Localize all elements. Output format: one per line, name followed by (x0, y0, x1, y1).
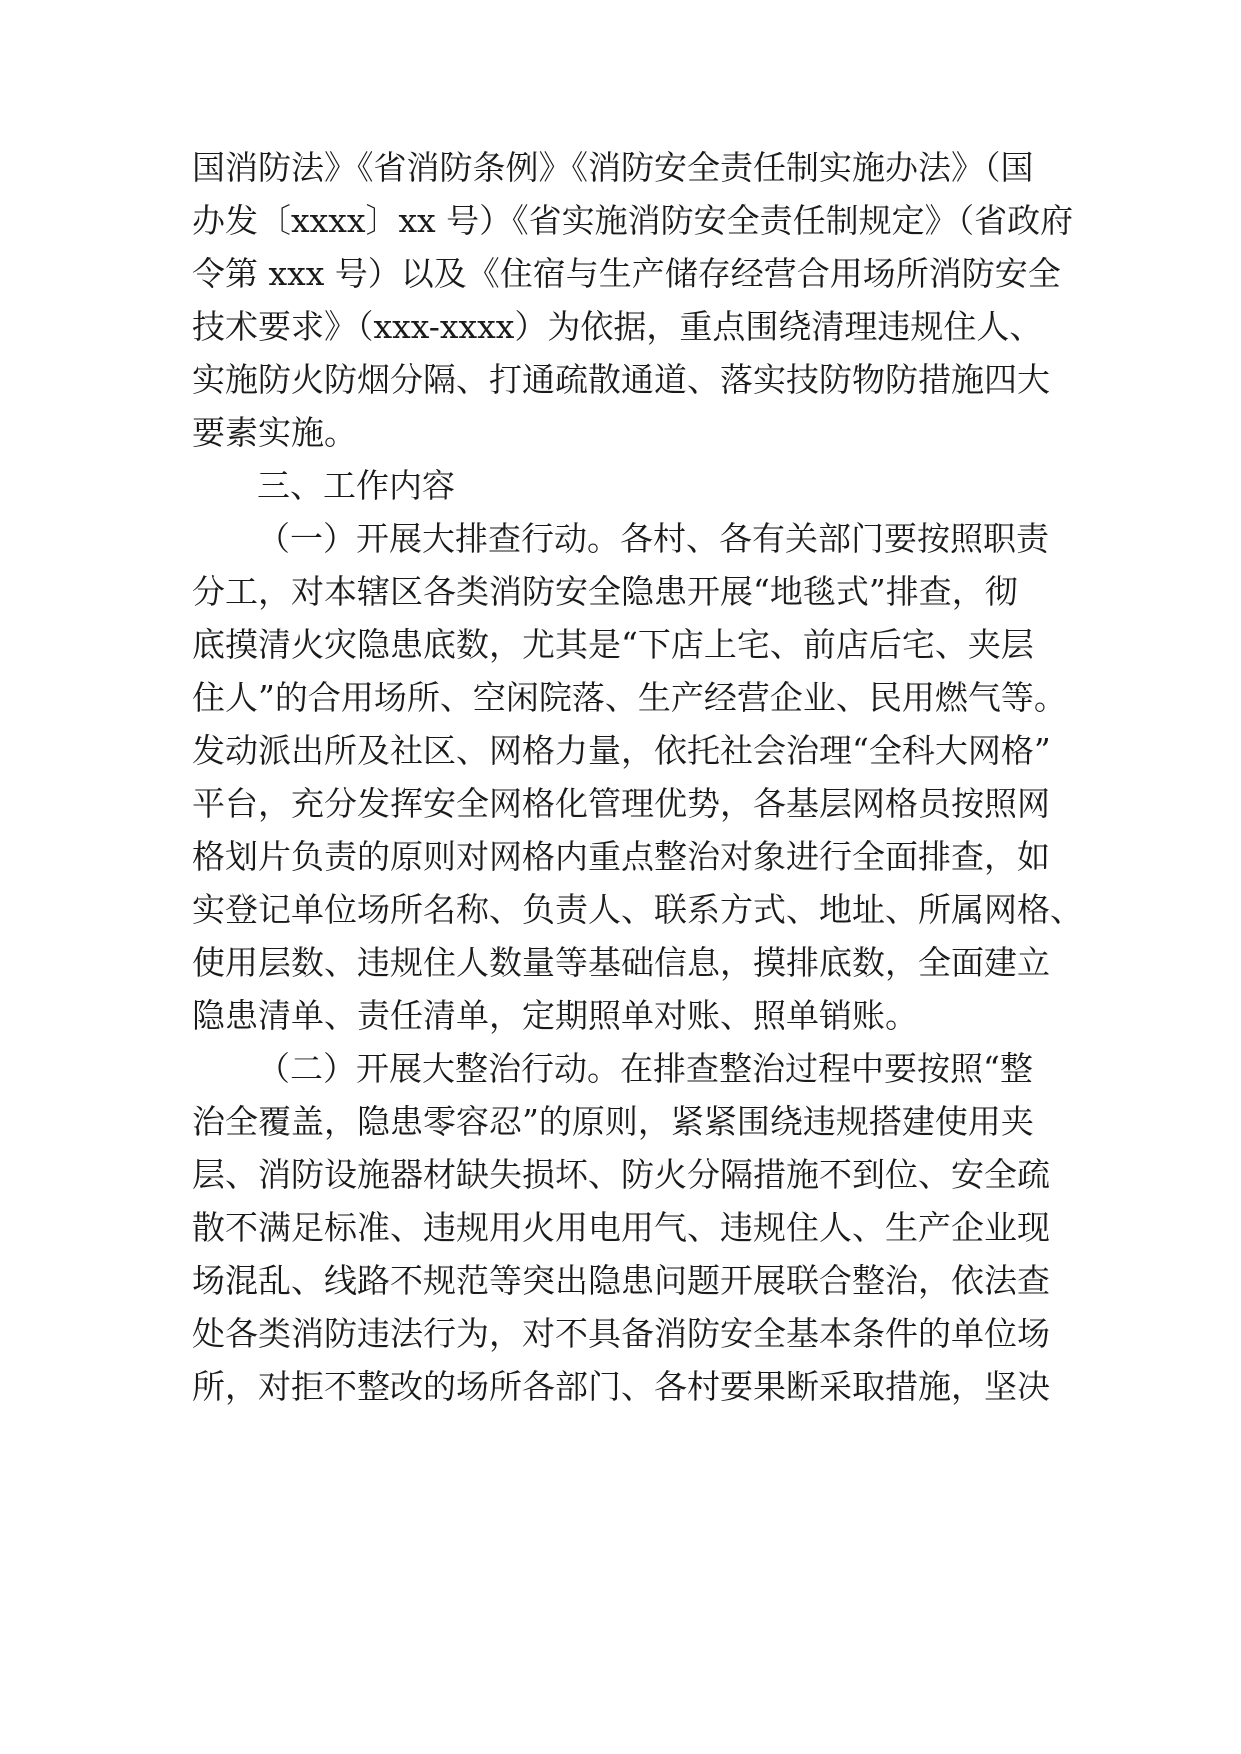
text-line: 实登记单位场所名称、负责人、联系方式、地址、所属网格、 (192, 890, 1083, 929)
text-line: 格划片负责的原则对网格内重点整治对象进行全面排查，如 (192, 837, 1050, 876)
text-line: 分工，对本辖区各类消防安全隐患开展“地毯式”排查，彻 (192, 572, 1018, 611)
text-line: 住人”的合用场所、空闲院落、生产经营企业、民用燃气等。 (192, 678, 1067, 717)
text-line: 令第 xxx 号）以及《住宿与生产储存经营合用场所消防安全 (192, 254, 1061, 293)
text-line: 国消防法》《省消防条例》《消防安全责任制实施办法》（国 (192, 148, 1034, 187)
text-line: 层、消防设施器材缺失损坏、防火分隔措施不到位、安全疏 (192, 1155, 1050, 1194)
text-line: 散不满足标准、违规用火用电用气、违规住人、生产企业现 (192, 1208, 1050, 1247)
text-line: （二）开展大整治行动。在排查整治过程中要按照“整 (257, 1049, 1033, 1088)
text-line: 办发〔xxxx〕xx 号）《省实施消防安全责任制规定》（省政府 (192, 201, 1074, 240)
text-line: 实施防火防烟分隔、打通疏散通道、落实技防物防措施四大 (192, 360, 1050, 399)
text-line: 使用层数、违规住人数量等基础信息，摸排底数，全面建立 (192, 943, 1050, 982)
text-line: 平台，充分发挥安全网格化管理优势，各基层网格员按照网 (192, 784, 1050, 823)
text-line: （一）开展大排查行动。各村、各有关部门要按照职责 (257, 519, 1049, 558)
text-line: 场混乱、线路不规范等突出隐患问题开展联合整治，依法查 (192, 1261, 1050, 1300)
text-line: 处各类消防违法行为，对不具备消防安全基本条件的单位场 (192, 1314, 1050, 1353)
text-line: 隐患清单、责任清单，定期照单对账、照单销账。 (192, 996, 918, 1035)
text-line: 所，对拒不整改的场所各部门、各村要果断采取措施，坚决 (192, 1367, 1050, 1406)
text-line: 要素实施。 (192, 413, 357, 452)
text-line: 发动派出所及社区、网格力量，依托社会治理“全科大网格” (192, 731, 1051, 770)
section-heading: 三、工作内容 (257, 466, 455, 505)
text-line: 底摸清火灾隐患底数，尤其是“下店上宅、前店后宅、夹层 (192, 625, 1034, 664)
text-line: 技术要求》（xxx-xxxx）为依据，重点围绕清理违规住人、 (192, 307, 1043, 346)
text-line: 治全覆盖，隐患零容忍”的原则，紧紧围绕违规搭建使用夹 (192, 1102, 1034, 1141)
